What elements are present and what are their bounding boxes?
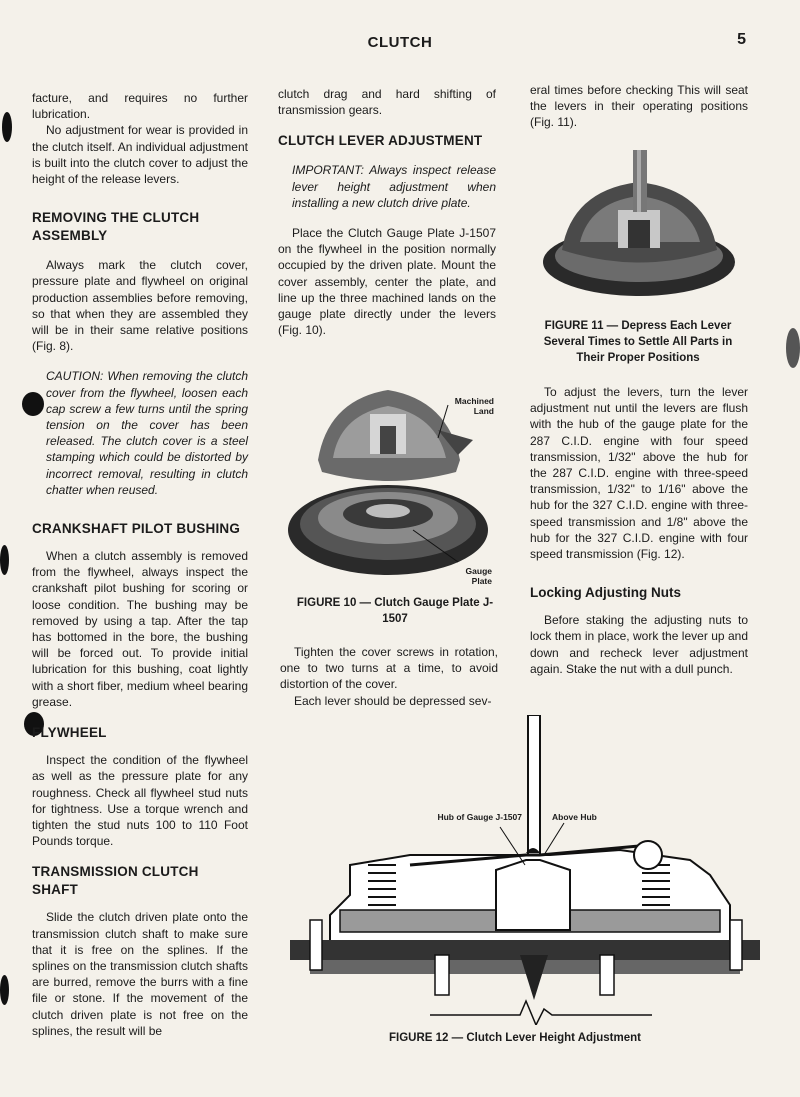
column-1 bbox=[32, 90, 248, 1039]
figure-label: Machined Land bbox=[454, 396, 494, 416]
paragraph: facture, and requires no further lubrication. bbox=[32, 91, 248, 122]
figure-11-caption: FIGURE 11 — Depress Each Lever Several Times to Settle All Parts in Their Proper Positions bbox=[543, 320, 733, 364]
section-heading: CLUTCH LEVER ADJUSTMENT bbox=[278, 133, 483, 149]
binder-hole-mark bbox=[0, 975, 9, 1005]
paragraph: When a clutch assembly is removed from the flywheel, always inspect the crankshaft pilot bushing for scoring or loose condition. The bushing may be removed by using a tap. After the tap has bottomed in the bore, the bushing will be forced out. To provide initial lubrication for this bushing, coat lightly with a short fiber, medium wheel bearing grease. bbox=[32, 549, 248, 709]
figure-label: Gauge Plate bbox=[465, 566, 492, 586]
important-note: IMPORTANT: Always inspect release lever height adjustment when installing a new clutch drive plate. bbox=[292, 163, 496, 210]
figure-12-illustration bbox=[290, 715, 760, 1025]
section-heading: FLYWHEEL bbox=[32, 725, 107, 741]
paragraph: To adjust the levers, turn the lever adjustment nut until the levers are flush with the hub of the gauge plate for the 287 C.I.D. engine with four speed transmission, 1/32" above the hub for the 287 C.I.D. engine with three-speed transmission, 1/32" to 1/16" above the hub for the 327 C.I.D. engine with three-speed transmission and 1/8" above the hub for the 327 C.I.D. engine with four speed transmission (Fig. 12). bbox=[530, 385, 748, 562]
paragraph: Tighten the cover screws in rotation, one to two turns at a time, to avoid distortion of the cover. bbox=[280, 645, 498, 692]
figure-label: Above Hub bbox=[552, 812, 597, 822]
figure-11-illustration bbox=[542, 150, 737, 300]
section-heading: Locking Adjusting Nuts bbox=[530, 585, 681, 601]
paragraph: Before staking the adjusting nuts to lock them in place, work the lever up and down and recheck lever adjustment again. Stake the nut with a dull punch. bbox=[530, 613, 748, 676]
section-heading: CRANKSHAFT PILOT BUSHING bbox=[32, 521, 241, 537]
paragraph: Always mark the clutch cover, pressure plate and flywheel on original production assemblies before removing, so that when they are assembled they will be in their same relative positions (Fig. 8). bbox=[32, 258, 248, 354]
paragraph: clutch drag and hard shifting of transmission gears. bbox=[278, 87, 496, 118]
paragraph: No adjustment for wear is provided in the clutch itself. An individual adjustment is built into the clutch cover to adjust the height of the release levers. bbox=[32, 123, 248, 187]
column-2 bbox=[278, 86, 496, 338]
column-3-lower bbox=[530, 384, 748, 677]
binder-hole-mark bbox=[2, 112, 12, 142]
section-heading: TRANSMISSION CLUTCH SHAFT bbox=[32, 864, 199, 898]
caution-note: CAUTION: When removing the clutch cover from the flywheel, loosen each cap screw a few turns until the spring tension on the cover has been released. The clutch cover is a steel stamping which could be distorted by incorrect removal, resulting in clutch chatter when reused. bbox=[46, 369, 248, 497]
paragraph: Inspect the condition of the flywheel as well as the pressure plate for any roughness. Check all flywheel stud nuts for tightness. Use a torque wrench and tighten the stud nuts 100 to 110 Foot Pounds torque. bbox=[32, 753, 248, 849]
binder-hole-mark bbox=[0, 545, 9, 575]
figure-10-caption: FIGURE 10 — Clutch Gauge Plate J-1507 bbox=[296, 597, 494, 625]
paragraph: Each lever should be depressed sev- bbox=[294, 693, 492, 708]
paragraph: eral times before checking This will seat the levers in their operating positions (Fig. 11). bbox=[530, 83, 748, 130]
paragraph: Place the Clutch Gauge Plate J-1507 on the flywheel in the position normally occupied by the driven plate. Mount the cover assembly, center the plate, and line up the three machined lands on the gauge plate directly under the levers (Fig. 10). bbox=[278, 226, 496, 338]
column-2-lower bbox=[280, 644, 498, 709]
figure-label: Hub of Gauge J-1507 bbox=[437, 812, 522, 822]
page-title: CLUTCH bbox=[367, 34, 433, 51]
paragraph: Slide the clutch driven plate onto the transmission clutch shaft to make sure that it is free on the splines. If the splines on the transmission clutch shafts are burred, remove the burrs with a fine file or stone. If the movement of the clutch driven plate is not free on the splines, the result will be bbox=[32, 910, 248, 1038]
section-heading: REMOVING THE CLUTCH ASSEMBLY bbox=[32, 210, 200, 244]
binder-hole-mark bbox=[786, 328, 800, 368]
figure-12-caption: FIGURE 12 — Clutch Lever Height Adjustment bbox=[389, 1032, 641, 1044]
column-3 bbox=[530, 82, 748, 131]
page-number: 5 bbox=[737, 31, 746, 48]
